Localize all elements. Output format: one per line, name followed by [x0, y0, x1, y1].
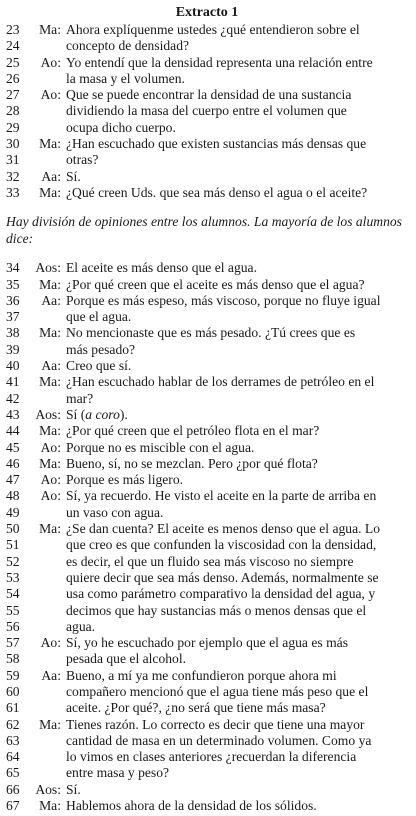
speaker-label: Ao:: [40, 54, 61, 70]
speaker-label: Aa:: [41, 358, 61, 374]
utterance-text: Sí.: [66, 168, 81, 184]
transcript-line: [6, 456, 408, 472]
line-number: 34: [6, 260, 20, 276]
speaker-label: [24, 651, 66, 667]
italic-phrase: a coro: [85, 406, 120, 422]
speaker-label: [24, 120, 66, 136]
utterance-text: Bueno, a mí ya me confundieron porque ahora mi: [66, 667, 337, 683]
utterance-text: ¿Por qué creen que el petróleo flota en el mar?: [66, 423, 320, 439]
utterance-text: Sí (a coro).: [66, 406, 128, 422]
speaker-label: Ma:: [39, 716, 61, 732]
line-number: 58: [6, 651, 20, 667]
transcript-line: [6, 260, 408, 276]
transcript-line: [6, 342, 408, 358]
utterance-text: Sí, ya recuerdo. He visto el aceite en la parte de arriba en: [66, 488, 377, 504]
utterance-text: compañero mencionó que el agua tiene más peso que el: [66, 683, 369, 699]
utterance-text: cantidad de masa en un determinado volumen. Como ya: [66, 732, 372, 748]
line-number: 59: [6, 667, 20, 683]
transcript-line: [6, 717, 408, 733]
speaker-label: Ma:: [39, 276, 61, 292]
speaker-label: Ao:: [40, 439, 61, 455]
transcript-line: [6, 668, 408, 684]
utterance-text: Tienes razón. Lo correcto es decir que tiene una mayor: [66, 716, 365, 732]
line-number: 63: [6, 732, 20, 748]
speaker-label: [24, 554, 66, 570]
speaker-label: [24, 700, 66, 716]
transcript-line: [6, 440, 408, 456]
utterance-text: otras?: [66, 152, 99, 168]
transcript-line: [6, 423, 408, 439]
transcript-line: [6, 700, 408, 716]
transcript-line: [6, 87, 408, 103]
speaker-label: Ma:: [39, 136, 61, 152]
speaker-label: Ma:: [39, 455, 61, 471]
speaker-label: [24, 619, 66, 635]
line-number: 29: [6, 119, 20, 135]
line-number: 39: [6, 341, 20, 357]
line-number: 53: [6, 569, 20, 585]
utterance-text: entre masa y peso?: [66, 765, 170, 781]
speaker-label: Ma:: [39, 423, 61, 439]
speaker-label: Aos:: [35, 406, 61, 422]
transcript-line: [6, 570, 408, 586]
speaker-label: Aos:: [35, 260, 61, 276]
utterance-text: dividiendo la masa del cuerpo entre el volumen que: [66, 103, 347, 119]
transcript-line: [6, 22, 408, 38]
utterance-text: Creo que sí.: [66, 358, 132, 374]
speaker-label: Ma:: [39, 374, 61, 390]
transcript-line: [6, 407, 408, 423]
line-number: 55: [6, 602, 20, 618]
line-number: 48: [6, 488, 20, 504]
line-number: 44: [6, 423, 20, 439]
utterance-text: decimos que hay sustancias más o menos densas que el: [66, 602, 367, 618]
speaker-label: [24, 391, 66, 407]
transcript-line: [6, 505, 408, 521]
speaker-label: Aa:: [41, 168, 61, 184]
transcript-line: [6, 798, 408, 814]
transcript-line: [6, 488, 408, 504]
speaker-label: [24, 603, 66, 619]
utterance-text: Porque es más espeso, más viscoso, porque no fluye igual: [66, 292, 381, 308]
utterance-text: ¿Han escuchado hablar de los derrames de petróleo en el: [66, 374, 375, 390]
speaker-label: [24, 505, 66, 521]
transcript-line: [6, 521, 408, 537]
line-number: 49: [6, 504, 20, 520]
speaker-label: Ma:: [39, 798, 61, 814]
line-number: 64: [6, 749, 20, 765]
utterance-text: es decir, el que un fluido sea más viscoso no siempre: [66, 553, 354, 569]
speaker-label: Ao:: [40, 472, 61, 488]
line-number: 41: [6, 374, 20, 390]
transcript-line: [6, 603, 408, 619]
line-number: 43: [6, 406, 20, 422]
line-number: 38: [6, 325, 20, 341]
speaker-label: Ma:: [39, 22, 61, 37]
utterance-text: mar?: [66, 390, 94, 406]
speaker-label: Aa:: [41, 667, 61, 683]
utterance-text: más pesado?: [66, 341, 136, 357]
transcript-line: [6, 472, 408, 488]
line-number: 47: [6, 472, 20, 488]
utterance-text: El aceite es más denso que el agua.: [66, 260, 257, 276]
transcript-line: [6, 684, 408, 700]
line-number: 50: [6, 521, 20, 537]
utterance-text: ¿Por qué creen que el aceite es más denso que el agua?: [66, 276, 365, 292]
line-number: 25: [6, 54, 20, 70]
utterance-text: Que se puede encontrar la densidad de una sustancia: [66, 87, 352, 103]
transcript-line: [6, 120, 408, 136]
utterance-text: ¿Qué creen Uds. que sea más denso el agua o el aceite?: [66, 184, 368, 200]
speaker-label: [24, 684, 66, 700]
speaker-label: [24, 342, 66, 358]
utterance-text: que creo es que confunden la viscosidad con la densidad,: [66, 537, 377, 553]
line-number: 31: [6, 152, 20, 168]
transcript-line: [6, 293, 408, 309]
utterance-text: pesada que el alcohol.: [66, 651, 187, 667]
line-number: 45: [6, 439, 20, 455]
transcript-line: [6, 554, 408, 570]
speaker-label: [24, 103, 66, 119]
line-number: 51: [6, 537, 20, 553]
speaker-label: Ao:: [40, 635, 61, 651]
speaker-label: Ma:: [39, 325, 61, 341]
speaker-label: [24, 586, 66, 602]
transcript-line: [6, 103, 408, 119]
utterance-text: lo vimos en clases anteriores ¿recuerdan la diferencia: [66, 749, 357, 765]
utterance-text: ¿Se dan cuenta? El aceite es menos denso que el agua. Lo: [66, 521, 381, 537]
line-number: 42: [6, 390, 20, 406]
line-number: 56: [6, 618, 20, 634]
speaker-label: Ao:: [40, 87, 61, 103]
transcript-line: [6, 277, 408, 293]
line-number: 28: [6, 103, 20, 119]
line-number: 40: [6, 358, 20, 374]
line-number: 33: [6, 184, 20, 200]
transcript-line: [6, 782, 408, 798]
transcript-line: [6, 55, 408, 71]
speaker-label: Aos:: [35, 781, 61, 797]
speaker-label: [24, 733, 66, 749]
line-number: 52: [6, 553, 20, 569]
utterance-text: que el agua.: [66, 309, 132, 325]
transcript-line: [6, 185, 408, 201]
speaker-label: [24, 570, 66, 586]
utterance-text: un vaso con agua.: [66, 504, 164, 520]
line-number: 30: [6, 136, 20, 152]
transcript-block-1: [6, 22, 408, 201]
line-number: 61: [6, 700, 20, 716]
speaker-label: [24, 749, 66, 765]
line-number: 27: [6, 87, 20, 103]
speaker-label: [24, 38, 66, 54]
transcript-line: [6, 38, 408, 54]
utterance-text: la masa y el volumen.: [66, 70, 185, 86]
transcript-line: [6, 733, 408, 749]
speaker-label: Aa:: [41, 292, 61, 308]
line-number: 65: [6, 765, 20, 781]
transcript-line: [6, 309, 408, 325]
utterance-text: Hablemos ahora de la densidad de los sólidos.: [66, 798, 317, 814]
transcript-line: [6, 374, 408, 390]
line-number: 62: [6, 716, 20, 732]
utterance-text: Yo entendí que la densidad representa una relación entre: [66, 54, 373, 70]
line-number: 24: [6, 38, 20, 54]
line-number: 66: [6, 781, 20, 797]
utterance-text: Porque es más ligero.: [66, 472, 184, 488]
transcript-line: [6, 152, 408, 168]
transcript-line: [6, 749, 408, 765]
utterance-text: No mencionaste que es más pesado. ¿Tú crees que es: [66, 325, 356, 341]
transcript-line: [6, 169, 408, 185]
utterance-text: ¿Han escuchado que existen sustancias más densas que: [66, 136, 367, 152]
utterance-text: usa como parámetro comparativo la densidad del agua, y: [66, 586, 376, 602]
excerpt-title: Extracto 1: [175, 5, 239, 20]
line-number: 46: [6, 455, 20, 471]
speaker-label: [24, 537, 66, 553]
line-number: 23: [6, 22, 20, 37]
transcript-line: [6, 325, 408, 341]
speaker-label: [24, 765, 66, 781]
line-number: 26: [6, 70, 20, 86]
transcript-block-2: [6, 260, 408, 814]
transcript-line: [6, 635, 408, 651]
speaker-label: [24, 71, 66, 87]
line-number: 60: [6, 683, 20, 699]
speaker-label: [24, 309, 66, 325]
line-number: 37: [6, 309, 20, 325]
utterance-text: Bueno, sí, no se mezclan. Pero ¿por qué flota?: [66, 455, 318, 471]
utterance-text: ocupa dicho cuerpo.: [66, 119, 176, 135]
narrative-note: Hay división de opiniones entre los alumnos. La mayoría de los alumnos dice:: [6, 214, 402, 247]
line-number: 67: [6, 798, 20, 814]
utterance-text: Sí, yo he escuchado por ejemplo que el agua es más: [66, 635, 348, 651]
transcript-line: [6, 651, 408, 667]
transcript-line: [6, 136, 408, 152]
transcript-line: [6, 391, 408, 407]
speaker-label: Ma:: [39, 184, 61, 200]
transcript-line: [6, 537, 408, 553]
line-number: 35: [6, 276, 20, 292]
utterance-text: agua.: [66, 618, 96, 634]
utterance-text: Porque no es miscible con el agua.: [66, 439, 255, 455]
utterance-text: quiere decir que sea más denso. Además, normalmente se: [66, 569, 379, 585]
transcript-line: [6, 358, 408, 374]
line-number: 57: [6, 635, 20, 651]
utterance-text: Sí.: [66, 781, 81, 797]
utterance-text: Ahora explíquenme ustedes ¿qué entendieron sobre el: [66, 22, 360, 37]
transcript-line: [6, 71, 408, 87]
speaker-label: [24, 152, 66, 168]
transcript-line: [6, 619, 408, 635]
line-number: 54: [6, 586, 20, 602]
transcript-line: [6, 586, 408, 602]
line-number: 36: [6, 292, 20, 308]
speaker-label: Ma:: [39, 521, 61, 537]
speaker-label: Ao:: [40, 488, 61, 504]
utterance-text: aceite. ¿Por qué?, ¿no será que tiene más masa?: [66, 700, 326, 716]
utterance-text: concepto de densidad?: [66, 38, 190, 54]
line-number: 32: [6, 168, 20, 184]
transcript-line: [6, 765, 408, 781]
